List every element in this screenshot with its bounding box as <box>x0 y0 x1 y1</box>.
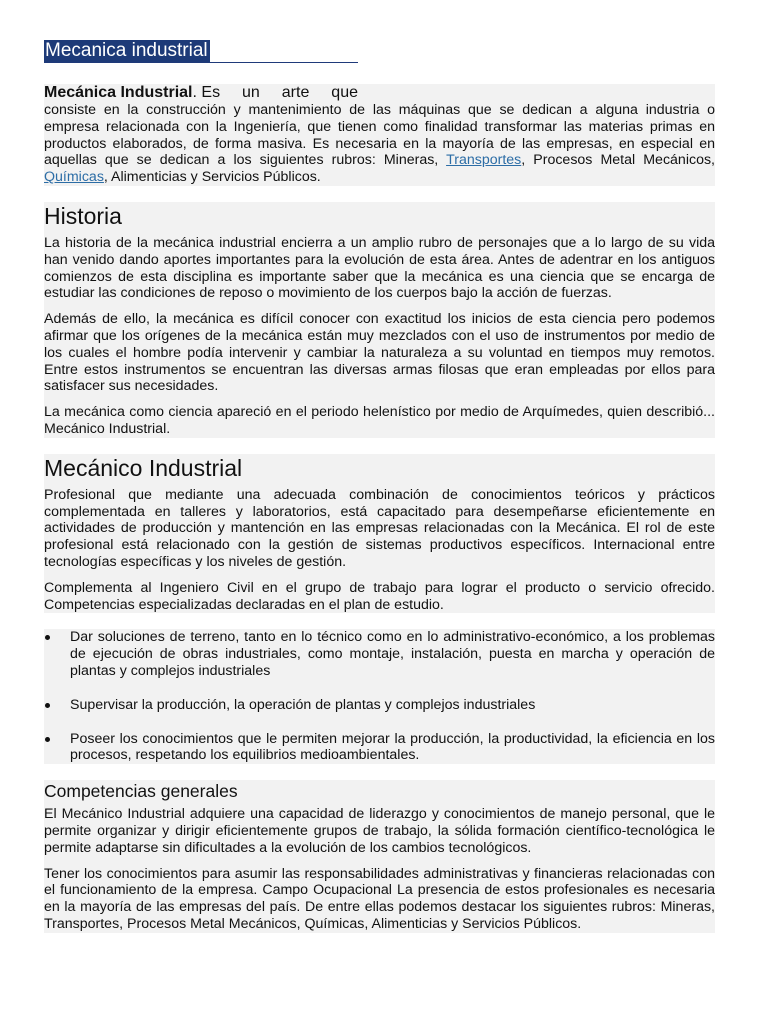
document-title: Mecanica industrial <box>45 40 208 61</box>
intro-lead-word: que <box>331 84 358 101</box>
competencias-heading: Competencias generales <box>44 781 238 802</box>
list-item: Supervisar la producción, la operación de plantas y complejos industriales <box>44 697 715 714</box>
intro-lead-bold: Mecánica Industrial <box>44 84 193 101</box>
list-item: Poseer los conocimientos que le permiten mejorar la producción, la productividad, la eficiencia en los procesos, respetando los equilibrios medioambientales. <box>44 731 715 765</box>
mecanico-section <box>44 454 715 614</box>
historia-heading: Historia <box>44 202 122 229</box>
intro-lead-line <box>44 84 358 102</box>
quimicas-link[interactable]: Químicas <box>44 169 104 186</box>
intro-lead-word: un <box>242 84 260 101</box>
historia-paragraph-2: Además de ello, la mecánica es difícil conocer con exactitud los inicios de esta ciencia pero podemos afirmar que los orígenes de la mecánica están muy mezclados con el uso de instrumentos por medio de los cuales el hombre podía intervenir y cambiar la naturaleza a su voluntad en tiempos muy remotos. Entre estos instrumentos se encuentran las diversas armas filosas que eran empleadas por ellos para satisfacer sus necesidades. <box>44 311 715 395</box>
transportes-link[interactable]: Transportes <box>446 152 522 169</box>
historia-paragraph-1: La historia de la mecánica industrial encierra a un amplio rubro de personajes que a lo largo de su vida han venido dando aportes importantes para la evolución de esta área. Antes de adentrar en los antiguos comienzos de esta disciplina es importante saber que la mecánica es una ciencia que se encarga de estudiar las condiciones de reposo o movimiento de los cuerpos bajo la acción de fuerzas. <box>44 234 715 302</box>
historia-paragraph-3: La mecánica como ciencia apareció en el periodo helenístico por medio de Arquímedes, quien describió... Mecánico Industrial. <box>44 404 715 437</box>
competencias-paragraph-1: El Mecánico Industrial adquiere una capacidad de liderazgo y conocimientos de manejo personal, que le permite organizar y dirigir eficientemente grupos de trabajo, la sólida formación científico-tecnológica le permite adaptarse sin dificultades a la evolución de los cambios tecnológicos. <box>44 806 715 856</box>
bullet-icon <box>45 635 50 640</box>
competencias-list <box>44 629 715 764</box>
document-page <box>44 40 715 933</box>
historia-section <box>44 202 715 438</box>
mecanico-paragraph-1: Profesional que mediante una adecuada combinación de conocimientos teóricos y prácticos complementada en talleres y laboratorios, está capacitado para desempeñarse eficientemente en actividades de producción y mantención en las empresas relacionadas con la Mecánica. El rol de este profesional está relacionado con la gestión de sistemas productivos específicos. Internacional entre tecnologías específicas y los niveles de gestión. <box>44 486 715 570</box>
document-title-bar <box>44 40 358 63</box>
bullet-icon <box>45 703 50 708</box>
mecanico-paragraph-2: Complementa al Ingeniero Civil en el grupo de trabajo para lograr el producto o servicio ofrecido. Competencias especializadas declaradas en el plan de estudio. <box>44 579 715 613</box>
intro-lead-word: . Es <box>192 84 221 101</box>
bullet-icon <box>45 737 50 742</box>
mecanico-heading: Mecánico Industrial <box>44 454 243 481</box>
intro-paragraph: consiste en la construcción y mantenimiento de las máquinas que se dedican a alguna industria o empresa relacionada con la Ingeniería, que tienen como finalidad transformar las materias primas en productos elaborados, de forma masiva. Es necesaria en la mayoría de las empresas, en especial en aquellas que se dedican a los siguientes rubros: Mineras, Transportes, Procesos Metal Mecánicos, Químicas, Alimenticias y Servicios Públicos. <box>44 102 715 186</box>
intro-section <box>44 84 715 186</box>
intro-lead-word: arte <box>281 84 310 101</box>
competencias-section <box>44 780 715 933</box>
competencias-paragraph-2: Tener los conocimientos para asumir las responsabilidades administrativas y financieras relacionadas con el funcionamiento de la empresa. Campo Ocupacional La presencia de estos profesionales es necesaria en la mayoría de las empresas del país. De entre ellas podemos destacar los siguientes rubros: Mineras, Transportes, Procesos Metal Mecánicos, Químicas, Alimenticias y Servicios Públicos. <box>44 865 715 932</box>
list-item: Dar soluciones de terreno, tanto en lo técnico como en lo administrativo-económico, a los problemas de ejecución de obras industriales, como montaje, instalación, puesta en marcha y operación de plantas y complejos industriales <box>44 629 715 679</box>
